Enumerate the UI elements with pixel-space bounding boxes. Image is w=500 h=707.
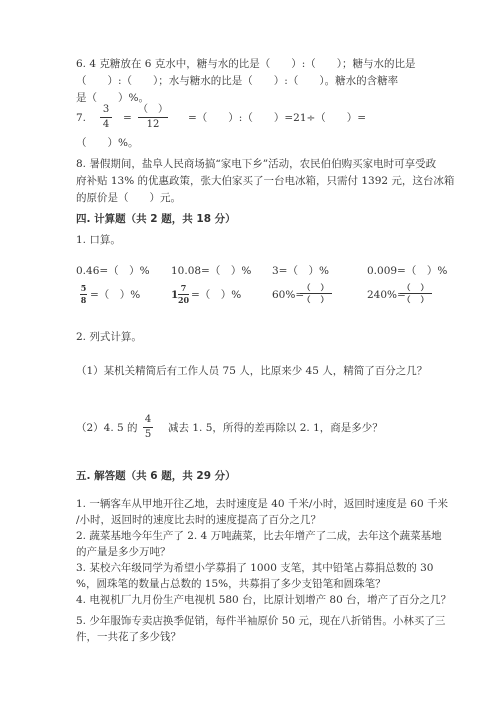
section5-title: 五. 解答题（共 6 题，共 29 分）	[76, 470, 236, 482]
section4-sub2: 2. 列式计算。	[76, 331, 142, 343]
s5-q3-line1: 3. 某校六年级同学为希望小学募捐了 1000 支笔，其中铅笔占募捐总数的 30	[76, 562, 434, 574]
q7-fraction-3-4	[100, 104, 112, 131]
r2c1-numerator: 5	[80, 283, 87, 293]
r2c2-denominator: 20	[177, 295, 190, 305]
oral-r2c4-pre: 240%=	[367, 289, 406, 301]
fraction-bar	[100, 117, 112, 118]
oral-r1c3: 3=（ ）%	[272, 265, 329, 277]
r2c3-numerator: （ ）	[302, 282, 330, 292]
s5-q1-line2: /小时，返回时的速度比去时的速度提高了百分之几？	[76, 514, 322, 526]
calc-problem-2-pre: （2）4. 5 的	[76, 422, 138, 434]
section4-sub1: 1. 口算。	[76, 234, 121, 246]
s5-q5-line2: 件，一共花了多少钱？	[76, 631, 181, 643]
r2c3-denominator: （ ）	[302, 294, 330, 304]
p2-denominator: 5	[144, 429, 152, 440]
oral-r1c1: 0.46=（ ）%	[76, 265, 150, 277]
s5-q2-line1: 2. 蔬菜基地今年生产了 2. 4 万吨蔬菜，比去年增产了二成，去年这个蔬菜基地	[76, 530, 442, 542]
oral-r2c1-fraction	[80, 284, 87, 305]
section4-title: 四. 计算题（共 2 题，共 18 分）	[76, 213, 236, 225]
p2-numerator: 4	[144, 414, 152, 425]
r2c2-numerator: 7	[180, 283, 187, 293]
q8-line3: 的原价是（ ）元。	[76, 192, 181, 204]
s5-q4: 4. 电视机厂九月份生产电视机 580 台，比原计划增产 80 台，增产了百分之几？	[76, 594, 452, 606]
s5-q3-line2: %，圆珠笔的数量占总数的 15%，共募捐了多少支铅笔和圆珠笔？	[76, 578, 386, 590]
r2c4-numerator: （ ）	[402, 282, 430, 292]
s5-q1-line1: 1. 一辆客车从甲地开往乙地，去时速度是 40 千米/小时，返回时速度是 60 千米	[76, 498, 448, 510]
oral-r1c2: 10.08=（ ）%	[171, 265, 252, 277]
oral-r2c3-pre: 60%=	[272, 289, 305, 301]
q7-f1-denominator: 4	[102, 119, 110, 130]
oral-r2c2-fraction	[178, 284, 189, 305]
calc-problem-2-fraction	[143, 414, 153, 441]
fraction-bar	[143, 427, 153, 428]
q6-line1: 6. 4 克糖放在 6 克水中，糖与水的比是（ ）:（ ）；糖与水的比是	[76, 58, 416, 70]
q6-line2: （ ）:（ ）；水与糖水的比是（ ）:（ ）。糖水的含糖率	[76, 75, 399, 87]
r2c1-denominator: 8	[80, 295, 87, 305]
q8-line2: 府补贴 13% 的优惠政策，张大伯家买了一台电冰箱，只需付 1392 元，这台冰箱	[76, 175, 455, 187]
fraction-bar	[138, 117, 168, 118]
q8-line1: 8. 暑假期间，盐阜人民商场搞“家电下乡”活动，农民伯伯购买家电时可享受政	[76, 158, 437, 170]
calc-problem-2-post: 减去 1. 5，所得的差再除以 2. 1，商是多少？	[168, 422, 383, 434]
q7-f2-denominator: 12	[146, 119, 160, 130]
oral-r2c1-rest: =（ ）%	[90, 289, 141, 301]
s5-q2-line2: 的产量是多少万吨？	[76, 546, 171, 558]
oral-r1c4: 0.009=（ ）%	[367, 265, 448, 277]
q7-number: 7.	[76, 112, 87, 124]
oral-r2c4-fraction	[400, 283, 432, 304]
q7-rest: =（ ）:（ ）=21÷（ ）=	[188, 112, 367, 124]
q7-equals: =	[123, 112, 132, 124]
calc-problem-1: （1）某机关精简后有工作人员 75 人，比原来少 45 人，精简了百分之几？	[76, 365, 428, 377]
q7-fraction-blank-12	[138, 104, 168, 131]
r2c4-denominator: （ ）	[402, 294, 430, 304]
oral-r2c2-whole: 1	[171, 289, 179, 301]
oral-r2c2-rest: =（ ）%	[191, 289, 242, 301]
q7-line2: （ ）%。	[76, 137, 139, 149]
s5-q5-line1: 5. 少年服饰专卖店换季促销，每件半袖原价 50 元，现在八折销售。小林买了三	[76, 615, 446, 627]
q6-line3: 是（ ）%。	[76, 92, 149, 104]
q7-f2-numerator: （ ）	[138, 104, 168, 115]
oral-r2c3-fraction	[300, 283, 332, 304]
q7-f1-numerator: 3	[102, 104, 110, 115]
